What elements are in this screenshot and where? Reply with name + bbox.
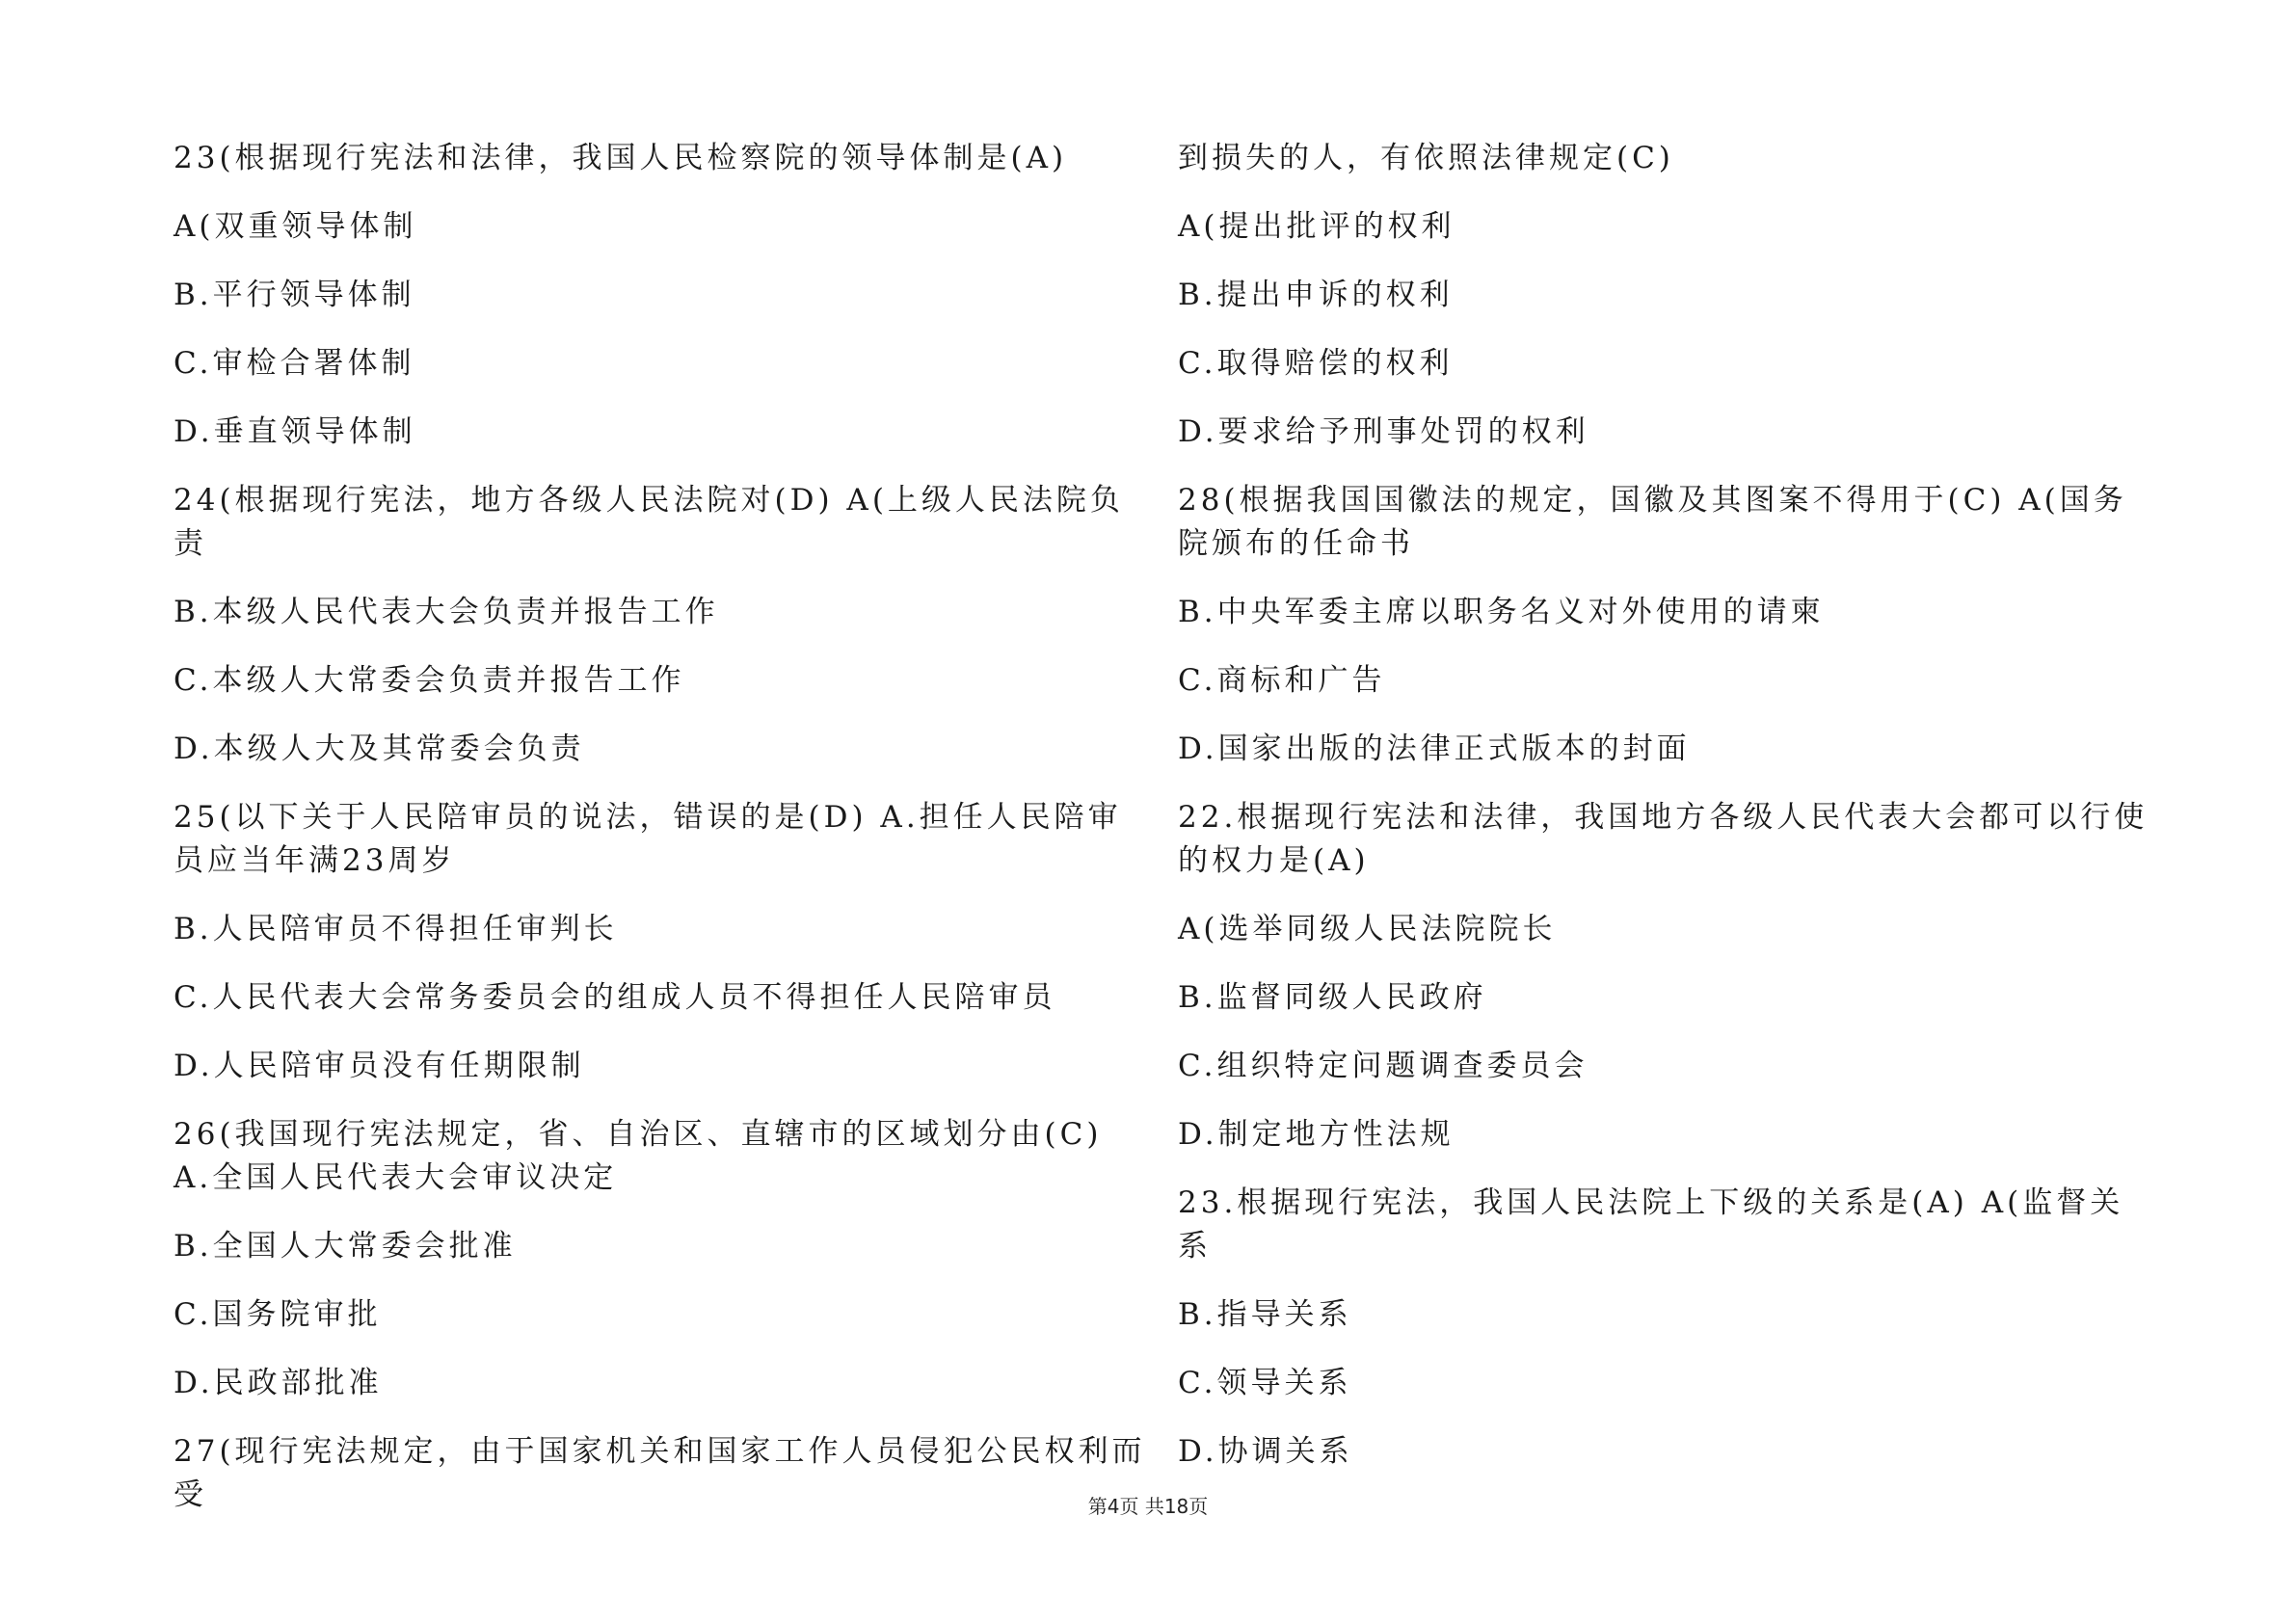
- question-28-stem: 28(根据我国国徽法的规定，国徽及其图案不得用于(C) A(国务院颁布的任命书: [1178, 483, 2127, 561]
- question-22-stem: 22.根据现行宪法和法律，我国地方各级人民代表大会都可以行使的权力是(A): [1178, 800, 2149, 878]
- question-26-stem: 26(我国现行宪法规定，省、自治区、直辖市的区域划分由(C) A.全国人民代表大会审议决定: [174, 1117, 1116, 1195]
- option-c: C.本级人大常委会负责并报告工作: [174, 663, 685, 698]
- option-d: D.要求给予刑事处罚的权利: [1178, 414, 1589, 449]
- option-c: C.组织特定问题调查委员会: [1178, 1049, 1589, 1083]
- option-c: C.商标和广告: [1178, 663, 1386, 698]
- option-d: D.国家出版的法律正式版本的封面: [1178, 732, 1691, 766]
- option-b: B.平行领导体制: [174, 278, 415, 312]
- option-b: B.人民陪审员不得担任审判长: [174, 912, 618, 946]
- option-c: C.国务院审批: [174, 1297, 382, 1332]
- option-d: D.协调关系: [1178, 1434, 1353, 1469]
- question-25-stem: 25(以下关于人民陪审员的说法，错误的是(D) A.担任人民陪审员应当年满23周岁: [174, 800, 1122, 878]
- option-c: C.领导关系: [1178, 1366, 1352, 1400]
- option-b: B.本级人民代表大会负责并报告工作: [174, 595, 719, 629]
- option-d: D.本级人大及其常委会负责: [174, 732, 585, 766]
- page-number: 第4页 共18页: [1087, 1495, 1209, 1518]
- left-column: [174, 137, 1147, 1542]
- option-b: B.监督同级人民政府: [1178, 980, 1487, 1015]
- option-c: C.取得赔偿的权利: [1178, 346, 1454, 381]
- question-23-stem: 23(根据现行宪法和法律，我国人民检察院的领导体制是(A): [174, 141, 1068, 175]
- question-27-stem-continued: 到损失的人，有依照法律规定(C): [1178, 141, 1674, 175]
- option-d: D.垂直领导体制: [174, 414, 416, 449]
- right-column: [1178, 137, 2151, 1499]
- question-23b-stem: 23.根据现行宪法，我国人民法院上下级的关系是(A) A(监督关系: [1178, 1185, 2124, 1264]
- option-a: A(选举同级人民法院院长: [1178, 912, 1557, 946]
- option-a: A(提出批评的权利: [1178, 209, 1455, 244]
- option-b: B.指导关系: [1178, 1297, 1352, 1332]
- option-d: D.民政部批准: [174, 1366, 383, 1400]
- option-c: C.审检合署体制: [174, 346, 415, 381]
- question-24-stem: 24(根据现行宪法，地方各级人民法院对(D) A(上级人民法院负责: [174, 483, 1124, 561]
- option-c: C.人民代表大会常务委员会的组成人员不得担任人民陪审员: [174, 980, 1056, 1015]
- option-b: B.全国人大常委会批准: [174, 1229, 517, 1264]
- question-27-stem: 27(现行宪法规定，由于国家机关和国家工作人员侵犯公民权利而受: [174, 1434, 1146, 1512]
- option-a: A(双重领导体制: [174, 209, 417, 244]
- option-d: D.制定地方性法规: [1178, 1117, 1455, 1152]
- option-d: D.人民陪审员没有任期限制: [174, 1049, 585, 1083]
- option-b: B.提出申诉的权利: [1178, 278, 1454, 312]
- option-b: B.中央军委主席以职务名义对外使用的请柬: [1178, 595, 1825, 629]
